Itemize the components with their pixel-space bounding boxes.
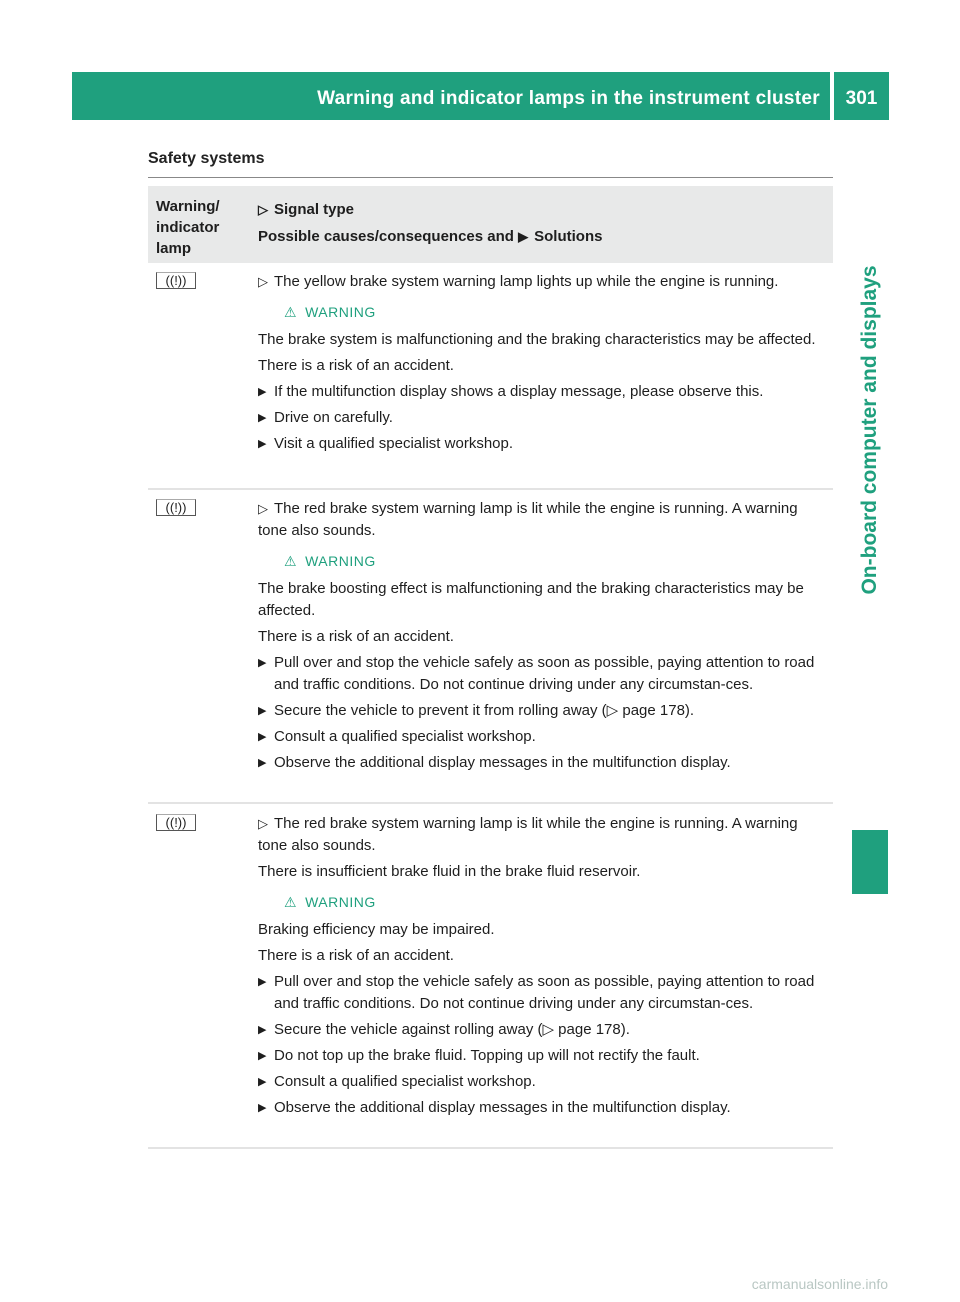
warning-heading [284,550,830,572]
brake-warning-lamp-icon: ((!)) [156,499,196,516]
action-step: ▶ Consult a qualified specialist workshop. [258,1071,830,1093]
action-step: ▶ Secure the vehicle against rolling away (▷ page 178). [258,1019,830,1041]
side-tab-label: On-board computer and displays [858,265,881,595]
brake-warning-lamp-icon: ((!)) [156,272,196,289]
warning-triangle-icon: ⚠ [284,304,298,320]
signal-description: The red brake system warning lamp is lit while the engine is running. A warning tone also sounds. [258,500,798,539]
signal-description: The red brake system warning lamp is lit while the engine is running. A warning tone also sounds. [258,815,798,854]
section-title: Safety systems [148,150,265,167]
warning-label: WARNING [305,894,376,910]
action-step: ▶ Observe the additional display messages in the multifunction display. [258,752,830,774]
action-step: ▶ Observe the additional display messages in the multifunction display. [258,1097,830,1119]
warning-heading [284,891,830,913]
action-step: ▶ Pull over and stop the vehicle safely as soon as possible, paying attention to road and traffic conditions. Do not continue driving under any circumstan-ces. [258,971,830,1015]
risk-text: There is a risk of an accident. [258,357,454,374]
signal-text [258,813,830,857]
action-step: ▶ Secure the vehicle to prevent it from rolling away (▷ page 178). [258,700,830,722]
risk-text: There is a risk of an accident. [258,947,454,964]
signal-icon: ▷ [258,274,268,289]
warning-triangle-icon: ⚠ [284,894,298,910]
risk-text: There is a risk of an accident. [258,628,454,645]
signal-icon: ▷ [258,816,268,831]
causes-label: Possible causes/consequences and [258,228,514,245]
page-number-box [834,72,889,120]
signal-text [258,271,830,293]
row-separator [148,1147,833,1149]
warning-triangle-icon: ⚠ [284,553,298,569]
warning-heading [284,301,830,323]
page-header-title: Warning and indicator lamps in the instrument cluster [317,88,820,109]
action-step: ▶ Visit a qualified specialist workshop. [258,433,830,455]
row-content [258,498,830,778]
row-content [258,271,830,459]
action-icon: ▶ [518,229,529,244]
solutions-label: Solutions [534,228,603,245]
watermark: carmanualsonline.info [751,1276,888,1292]
action-step: ▶ Pull over and stop the vehicle safely as soon as possible, paying attention to road and traffic conditions. Do not continue driving under any circumstan-ces. [258,652,830,696]
action-step: ▶ If the multifunction display shows a display message, please observe this. [258,381,830,403]
brake-warning-lamp-icon: ((!)) [156,814,196,831]
warning-text: The brake boosting effect is malfunctioning and the braking characteristics may be affected. [258,580,804,619]
signal-icon: ▷ [258,501,268,516]
table-header-lamp-column [156,196,220,259]
warning-label: WARNING [305,553,376,569]
row-separator [148,802,833,804]
page-number: 301 [845,88,878,109]
side-tab-marker [852,830,888,894]
signal-description: The yellow brake system warning lamp lights up while the engine is running. [274,273,779,290]
cause-text: There is insufficient brake fluid in the brake fluid reservoir. [258,863,641,880]
signal-type-label: Signal type [274,201,355,218]
action-step: ▶ Drive on carefully. [258,407,830,429]
row-content [258,813,830,1123]
warning-text: The brake system is malfunctioning and the braking characteristics may be affected. [258,331,816,348]
table-header [148,186,833,263]
signal-text [258,498,830,542]
side-tab [852,160,888,700]
lamp-column-label: Warning/ indicator lamp [156,198,220,257]
signal-icon: ▷ [258,202,268,217]
action-step: ▶ Do not top up the brake fluid. Topping up will not rectify the fault. [258,1045,830,1067]
warning-label: WARNING [305,304,376,320]
action-step: ▶ Consult a qualified specialist workshop. [258,726,830,748]
warning-text: Braking efficiency may be impaired. [258,921,495,938]
row-separator [148,488,833,490]
table-header-main-column [258,196,602,250]
section-rule [148,177,833,178]
page-header-bar [72,72,830,120]
